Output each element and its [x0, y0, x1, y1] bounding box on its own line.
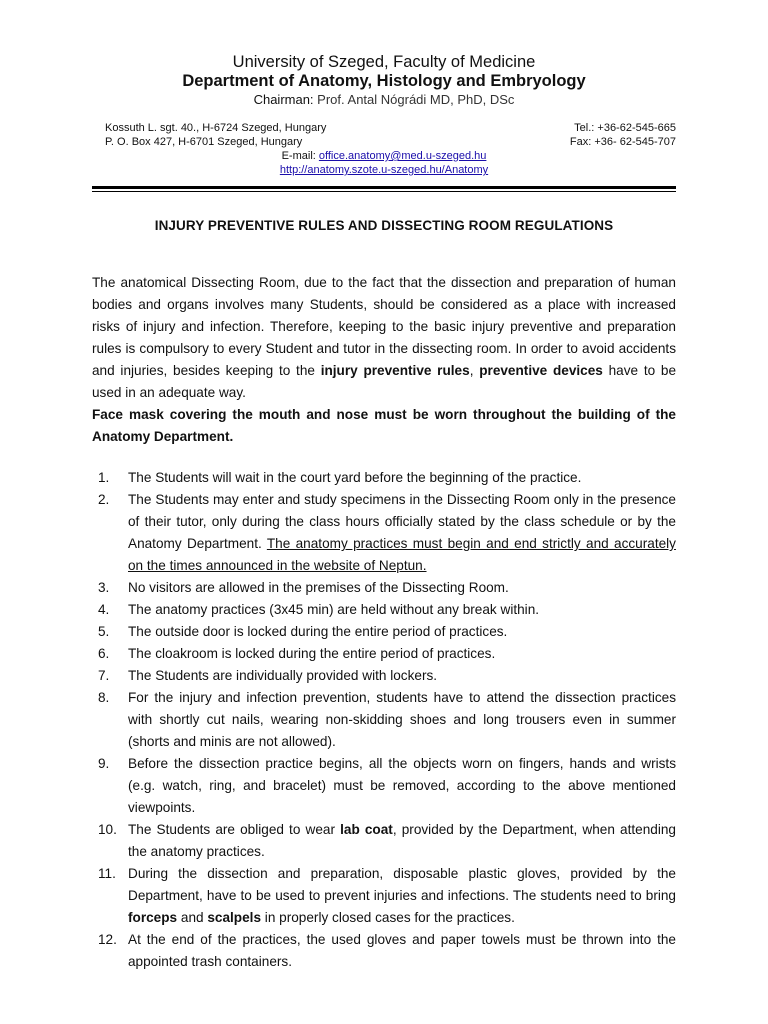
item-bold-forceps: forceps: [128, 910, 178, 925]
item-underlined-text: The anatomy practices must begin and end strictly and accurately on the times announced in the website of Neptun.: [128, 536, 676, 573]
item-text-end: , provided by the Department, when attending the anatomy practices.: [128, 822, 676, 859]
item-number: 6.: [98, 646, 110, 661]
header-divider: [92, 186, 676, 192]
list-item: [92, 489, 676, 577]
item-text: The Students may enter and study specimens in the Dissecting Room only in the presence of their tutor, only during the class hours officially stated by the class schedule or by the Anatomy Department.: [128, 492, 676, 551]
document-body: [92, 272, 676, 973]
item-number: 7.: [98, 668, 110, 683]
phone-contacts: [570, 121, 676, 149]
list-item: [92, 577, 676, 599]
website-link[interactable]: http://anatomy.szote.u-szeged.hu/Anatomy: [279, 164, 489, 176]
item-text: The Students are individually provided with lockers.: [128, 668, 438, 683]
intro-bold-preventive-devices: preventive devices: [479, 363, 603, 378]
item-number: 5.: [98, 624, 110, 639]
item-text: No visitors are allowed in the premises of the Dissecting Room.: [128, 580, 509, 595]
list-item: [92, 863, 676, 929]
list-item: [92, 599, 676, 621]
intro-paragraph: [92, 272, 676, 404]
tel-number: Tel.: +36-62-545-665: [574, 122, 676, 134]
item-number: 8.: [98, 690, 110, 705]
intro-text: The anatomical Dissecting Room, due to the fact that the dissection and preparation of human bodies and organs involves many Students, should be considered as a place with increased risks of injury and infection. Therefore, keeping to the basic injury preventive and preparation rules is compulsory to every Student and tutor in the dissecting room. In order to avoid accidents and injuries, besides keeping to the: [92, 275, 676, 378]
item-text: Before the dissection practice begins, all the objects worn on fingers, hands and wrists (e.g. watch, ring, and bracelet) must be removed, according to the above mentioned viewpoints.: [128, 756, 676, 815]
chairman-name: Prof. Antal Nógrádi MD, PhD, DSc: [317, 92, 515, 107]
email-label: E-mail:: [281, 150, 316, 162]
intro-separator: ,: [469, 363, 480, 378]
chairman-label: Chairman:: [253, 92, 314, 107]
fax-number: Fax: +36- 62-545-707: [569, 136, 676, 148]
list-item: [92, 643, 676, 665]
intro-bold-injury-rules: injury preventive rules: [320, 363, 470, 378]
item-number: 10.: [98, 822, 117, 837]
item-number: 11.: [98, 866, 116, 881]
item-number: 9.: [98, 756, 110, 771]
item-text: The Students will wait in the court yard before the beginning of the practice.: [128, 470, 582, 485]
item-bold-scalpels: scalpels: [207, 910, 262, 925]
university-name: University of Szeged, Faculty of Medicine: [232, 53, 536, 71]
item-number: 4.: [98, 602, 110, 617]
item-bold-lab-coat: lab coat: [340, 822, 393, 837]
online-contacts: [0, 149, 768, 177]
intro-text-end: have to be used in an adequate way.: [92, 363, 677, 400]
list-item: [92, 467, 676, 489]
item-text: The anatomy practices (3x45 min) are held without any break within.: [128, 602, 540, 617]
address-line-1: Kossuth L. sgt. 40., H-6724 Szeged, Hungary: [105, 122, 327, 134]
list-item: [92, 819, 676, 863]
face-mask-warning: Face mask covering the mouth and nose must be worn throughout the building of the Anatomy Department.: [92, 407, 676, 444]
address-line-2: P. O. Box 427, H-6701 Szeged, Hungary: [105, 136, 303, 148]
email-link[interactable]: office.anatomy@med.u-szeged.hu: [318, 150, 487, 162]
list-item: [92, 929, 676, 973]
item-text: The cloakroom is locked during the entire period of practices.: [128, 646, 496, 661]
email-line: [0, 149, 768, 163]
item-text: For the injury and infection prevention, students have to attend the dissection practices with shortly cut nails, wearing non-skidding shoes and long trousers even in summer (shorts and minis are not allowed).: [128, 690, 676, 749]
item-number: 12.: [98, 932, 117, 947]
item-text: During the dissection and preparation, disposable plastic gloves, provided by the Department, have to be used to prevent injuries and infections. The students need to bring: [128, 866, 676, 903]
document-title: INJURY PREVENTIVE RULES AND DISSECTING ROOM REGULATIONS: [154, 218, 614, 233]
item-text: The Students are obliged to wear: [128, 822, 341, 837]
item-number: 3.: [98, 580, 110, 595]
item-text: The outside door is locked during the entire period of practices.: [128, 624, 508, 639]
list-item: [92, 753, 676, 819]
postal-address: [105, 121, 326, 149]
department-name: Department of Anatomy, Histology and Embryology: [182, 72, 586, 90]
item-text: At the end of the practices, the used gloves and paper towels must be thrown into the appointed trash containers.: [128, 932, 676, 969]
item-text-mid: and: [177, 910, 208, 925]
list-item: [92, 665, 676, 687]
list-item: [92, 687, 676, 753]
rules-list: [92, 467, 676, 973]
list-item: [92, 621, 676, 643]
item-number: 1.: [98, 470, 110, 485]
item-number: 2.: [98, 492, 110, 507]
item-text-end: in properly closed cases for the practices.: [261, 910, 515, 925]
chairman-line: [0, 91, 768, 108]
